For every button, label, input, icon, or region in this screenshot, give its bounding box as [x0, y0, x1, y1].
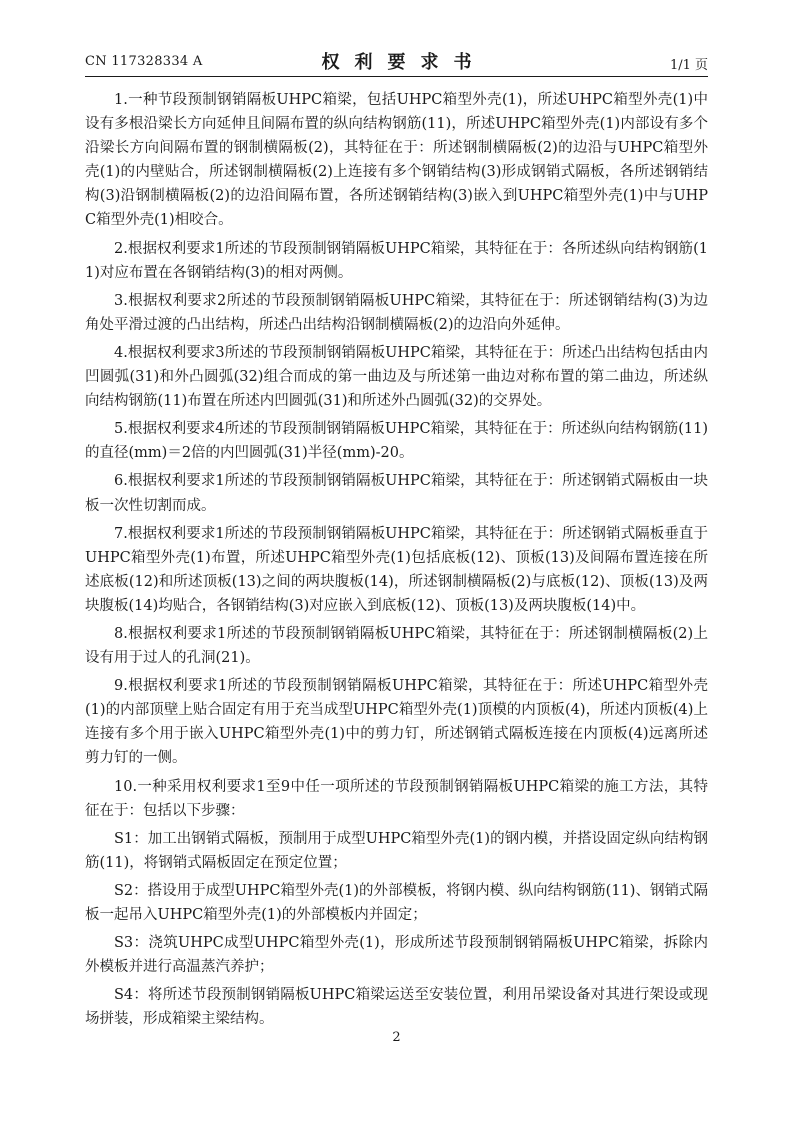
header-divider — [85, 76, 708, 77]
claim-10: 10.一种采用权利要求1至9中任一项所述的节段预制钢销隔板UHPC箱梁的施工方法，其特征在于：包括以下步骤： — [85, 778, 708, 819]
page-number: 2 — [392, 1030, 401, 1045]
claims-body — [85, 88, 708, 1035]
page-header — [85, 48, 708, 74]
claim-1: 1.一种节段预制钢销隔板UHPC箱梁，包括UHPC箱型外壳(1)，所述UHPC箱型外壳(1)中设有多根沿梁长方向延伸且间隔布置的纵向结构钢筋(11)，所述UHPC箱型外壳(1)内部设有多个沿梁长方向间隔布置的钢制横隔板(2)，其特征在于：所述钢制横隔板(2)的边沿与UHPC箱型外壳(1)的内壁贴合，所述钢制横隔板(2)上连接有多个钢销结构(3)形成钢销式隔板，各所述钢销结构(3)沿钢制横隔板(2)的边沿间隔布置，各所述钢销结构(3)嵌入到UHPC箱型外壳(1)中与UHPC箱型外壳(1)相咬合。 — [85, 92, 708, 229]
claim-2: 2.根据权利要求1所述的节段预制钢销隔板UHPC箱梁，其特征在于：各所述纵向结构钢筋(11)对应布置在各钢销结构(3)的相对两侧。 — [85, 240, 708, 281]
page-info: 1/1 页 — [669, 58, 708, 73]
step-s2: S2：搭设用于成型UHPC箱型外壳(1)的外部模板，将钢内模、纵向结构钢筋(11)、钢销式隔板一起吊入UHPC箱型外壳(1)的外部模板内并固定； — [85, 882, 708, 923]
claim-7: 7.根据权利要求1所述的节段预制钢销隔板UHPC箱梁，其特征在于：所述钢销式隔板垂直于UHPC箱型外壳(1)布置，所述UHPC箱型外壳(1)包括底板(12)、顶板(13)及间隔布置连接在所述底板(12)和所述顶板(13)之间的两块腹板(14)，所述钢制横隔板(2)与底板(12)、顶板(13)及两块腹板(14)均贴合，各钢销结构(3)对应嵌入到底板(12)、顶板(13)及两块腹板(14)中。 — [85, 525, 708, 614]
claim-6: 6.根据权利要求1所述的节段预制钢销隔板UHPC箱梁，其特征在于：所述钢销式隔板由一块板一次性切割而成。 — [85, 473, 708, 514]
claim-9: 9.根据权利要求1所述的节段预制钢销隔板UHPC箱梁，其特征在于：所述UHPC箱型外壳(1)的内部顶壁上贴合固定有用于充当成型UHPC箱型外壳(1)顶模的内顶板(4)，所述内顶板(4)上连接有多个用于嵌入UHPC箱型外壳(1)中的剪力钉，所述钢销式隔板连接在内顶板(4)远离所述剪力钉的一侧。 — [85, 678, 708, 767]
claim-8: 8.根据权利要求1所述的节段预制钢销隔板UHPC箱梁，其特征在于：所述钢制横隔板(2)上设有用于过人的孔洞(21)。 — [85, 625, 708, 667]
claim-5: 5.根据权利要求4所述的节段预制钢销隔板UHPC箱梁，其特征在于：所述纵向结构钢筋(11)的直径(mm)＝2倍的内凹圆弧(31)半径(mm)-20。 — [85, 421, 708, 462]
step-s1: S1：加工出钢销式隔板，预制用于成型UHPC箱型外壳(1)的钢内模，并搭设固定纵向结构钢筋(11)，将钢销式隔板固定在预定位置； — [85, 830, 708, 871]
claim-4: 4.根据权利要求3所述的节段预制钢销隔板UHPC箱梁，其特征在于：所述凸出结构包括由内凹圆弧(31)和外凸圆弧(32)组合而成的第一曲边及与所述第一曲边对称布置的第二曲边，所述纵向结构钢筋(11)布置在所述内凹圆弧(31)和所述外凸圆弧(32)的交界处。 — [85, 344, 708, 410]
document-title: 权利要求书 — [321, 52, 487, 73]
step-s3: S3：浇筑UHPC成型UHPC箱型外壳(1)，形成所述节段预制钢销隔板UHPC箱梁，拆除内外模板并进行高温蒸汽养护； — [85, 935, 708, 976]
publication-number: CN 117328334 A — [85, 54, 203, 69]
step-s4: S4：将所述节段预制钢销隔板UHPC箱梁运送至安装位置，利用吊梁设备对其进行架设或现场拼装，形成箱梁主梁结构。 — [85, 987, 708, 1028]
claim-3: 3.根据权利要求2所述的节段预制钢销隔板UHPC箱梁，其特征在于：所述钢销结构(3)为边角处平滑过渡的凸出结构，所述凸出结构沿钢制横隔板(2)的边沿向外延伸。 — [85, 292, 708, 333]
